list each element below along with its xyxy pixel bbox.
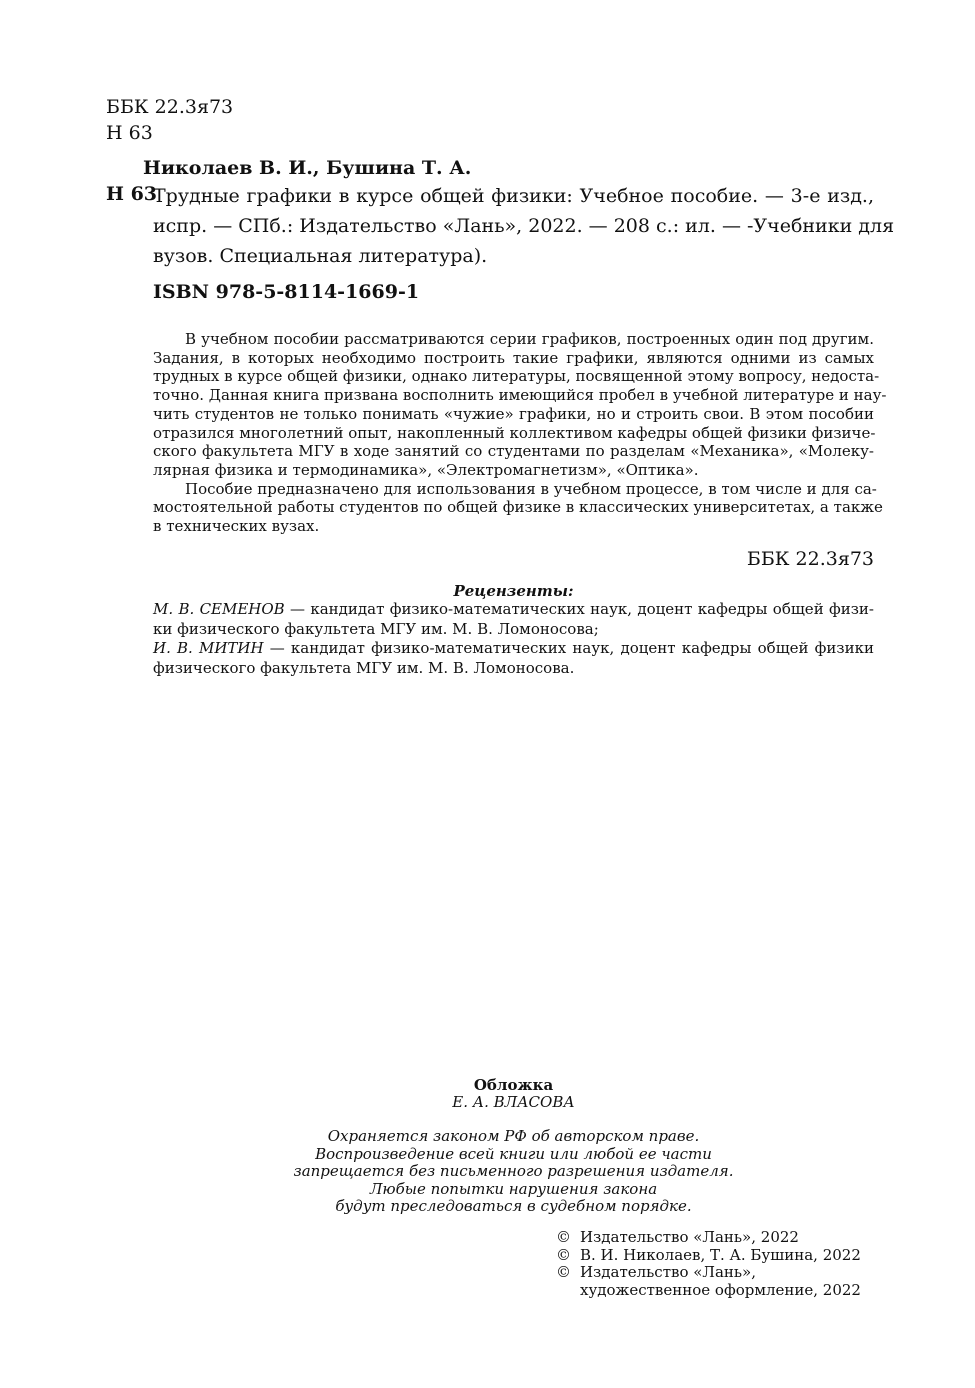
annotation-line: лярная физика и термодинамика», «Электромагнетизм», «Оптика». <box>153 460 699 479</box>
cover-credit <box>153 1077 874 1111</box>
bib-line: Трудные графики в курсе общей физики: Учебное пособие. — 3-е изд., <box>153 185 874 207</box>
law-line: запрещается без письменного разрешения издателя. <box>293 1162 734 1180</box>
copyright-holder: Издательство «Лань», 2022 <box>580 1228 799 1246</box>
reviewer-2-line <box>153 639 874 659</box>
annotation-line: трудных в курсе общей физики, однако литературы, посвященной этому вопросу, недоста- <box>153 367 880 386</box>
copyright-holders <box>556 1229 861 1299</box>
law-line: Любые попытки нарушения закона <box>369 1179 658 1198</box>
bbk-index-block <box>106 94 233 146</box>
annotation-line: точно. Данная книга призвана восполнить имеющийся пробел в учебной литературе и нау- <box>153 386 887 405</box>
reviewer-2-line-2: физического факультета МГУ им. М. В. Ломоносова. <box>153 658 575 677</box>
annotation-line: Задания, в которых необходимо построить такие графики, являются одними из самых <box>153 348 874 367</box>
annotation <box>153 330 887 536</box>
authors-line: Николаев В. И., Бушина Т. А. <box>143 157 472 179</box>
reviewer-2-credentials: — кандидат физико-математических наук, доцент кафедры общей физики <box>263 639 874 657</box>
reviewers-heading: Рецензенты: <box>453 582 574 600</box>
law-line: Воспроизведение всей книги или любой ее части <box>315 1144 712 1163</box>
annotation-line: чить студентов не только понимать «чужие» графики, но и строить свои. В этом пособии <box>153 404 874 423</box>
reviewers-list <box>153 600 874 678</box>
annotation-line: мостоятельной работы студентов по общей физике в классических университетах, а также <box>153 498 883 517</box>
annotation-paragraph-1 <box>153 330 887 480</box>
author-sign-left: Н 63 <box>106 183 158 205</box>
annotation-line: ского факультета МГУ в ходе занятий со студентами по разделам «Механика», «Молеку- <box>153 442 874 461</box>
reviewer-1-line <box>153 600 874 620</box>
bbk-code: ББК 22.3я73 <box>106 96 234 118</box>
copyright-row <box>556 1264 861 1282</box>
copyright-continuation: художественное оформление, 2022 <box>580 1280 861 1299</box>
copyright-holder: Издательство «Лань», <box>580 1263 757 1281</box>
annotation-line: Пособие предназначено для использования в учебном процессе, в том числе и для са- <box>185 479 877 498</box>
cover-credit-title: Обложка <box>473 1076 554 1094</box>
law-line: будут преследоваться в судебном порядке. <box>335 1197 692 1215</box>
copyright-row <box>556 1247 861 1265</box>
reviewer-1-line-2: ки физического факультета МГУ им. М. В. Ломоносова; <box>153 619 599 638</box>
copyright-holder: В. И. Николаев, Т. А. Бушина, 2022 <box>580 1245 861 1264</box>
bbk-code-right: ББК 22.3я73 <box>746 548 874 570</box>
annotation-line: отразился многолетний опыт, накопленный коллективом кафедры общей физики физиче- <box>153 423 876 442</box>
copyright-law-notice <box>153 1128 874 1216</box>
law-line: Охраняется законом РФ об авторском праве. <box>327 1127 700 1145</box>
author-sign-code: Н 63 <box>106 122 153 144</box>
reviewer-1-credentials: — кандидат физико-математических наук, доцент кафедры общей физи- <box>284 600 874 618</box>
annotation-paragraph-2 <box>153 479 883 536</box>
copyright-icon: © <box>556 1263 571 1281</box>
annotation-line: В учебном пособии рассматриваются серии графиков, построенных один под другим. <box>185 330 874 348</box>
cover-credit-name: Е. А. ВЛАСОВА <box>452 1093 575 1111</box>
reviewer-1-name: М. В. СЕМЕНОВ <box>153 600 285 618</box>
bib-line: испр. — СПб.: Издательство «Лань», 2022. — 208 с.: ил. — -Учебники для <box>153 215 895 237</box>
copyright-icon: © <box>556 1245 571 1264</box>
copyright-row <box>556 1229 861 1247</box>
copyright-icon: © <box>556 1228 571 1246</box>
reviewer-2-name: И. В. МИТИН <box>153 639 264 657</box>
bibliographic-description <box>153 181 895 271</box>
isbn: ISBN 978-5-8114-1669-1 <box>153 281 420 303</box>
annotation-line: в технических вузах. <box>153 517 320 536</box>
bib-line: вузов. Специальная литература). <box>153 245 488 267</box>
